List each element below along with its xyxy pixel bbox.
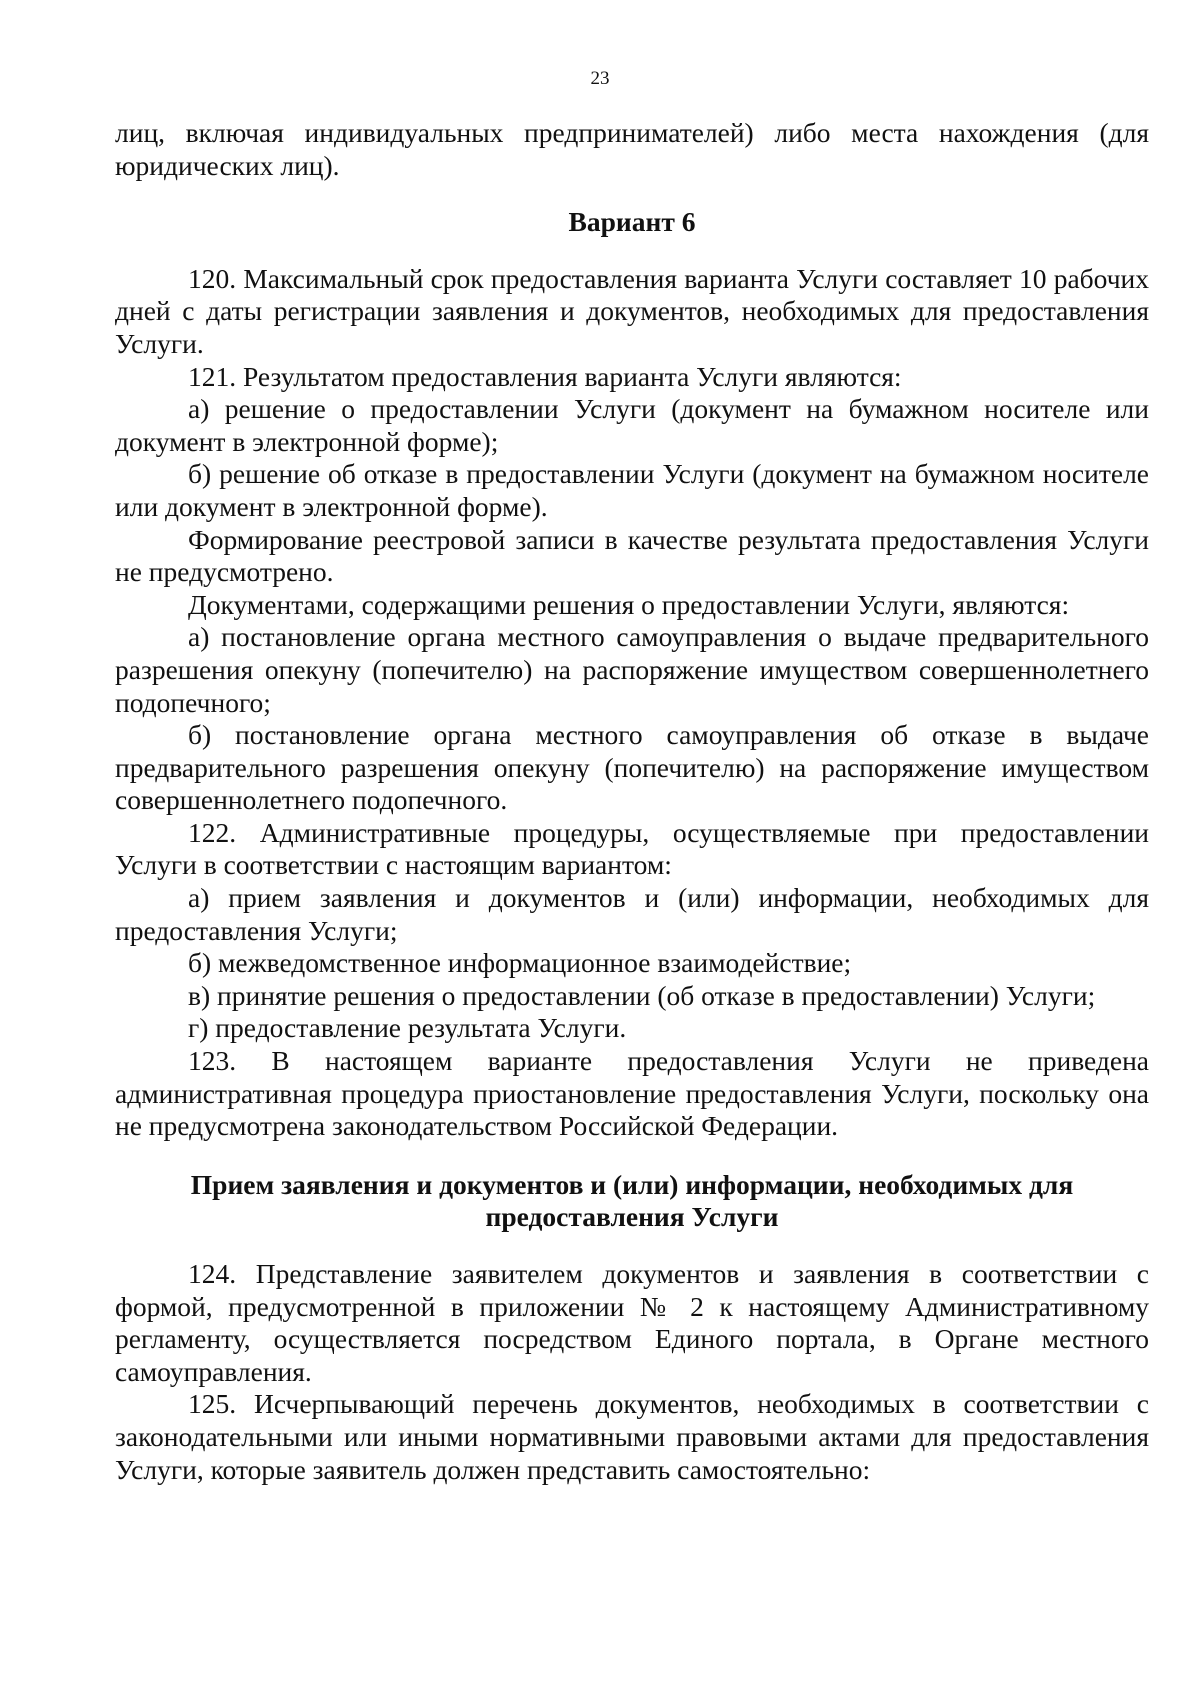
paragraph-121-b: б) решение об отказе в предоставлении Услуги (документ на бумажном носителе или документ в электронной форме). [115,458,1149,522]
paragraph-120: 120. Максимальный срок предоставления варианта Услуги составляет 10 рабочих дней с даты регистрации заявления и документов, необходимых для предоставления Услуги. [115,262,1149,359]
paragraph-continuation: лиц, включая индивидуальных предпринимателей) либо места нахождения (для юридических лиц). [115,117,1149,181]
paragraph-124: 124. Представление заявителем документов и заявления в соответствии с формой, предусмотренной в приложении № 2 к настоящему Административному регламенту, осуществляется посредством Единого портала, в Органе местного самоуправления. [115,1258,1149,1387]
paragraph-121: 121. Результатом предоставления варианта Услуги являются: [188,360,902,392]
paragraph-decision-a: а) постановление органа местного самоуправления о выдаче предварительного разрешения опекуну (попечителю) на распоряжение имуществом совершеннолетнего подопечного; [115,621,1149,718]
paragraph-122: 122. Административные процедуры, осуществляемые при предоставлении Услуги в соответствии с настоящим вариантом: [115,816,1149,881]
paragraph-122-a: а) прием заявления и документов и (или) информации, необходимых для предоставления Услуги; [115,882,1149,946]
paragraph-122-c: в) принятие решения о предоставлении (об отказе в предоставлении) Услуги; [188,979,1096,1011]
paragraph-122-b: б) межведомственное информационное взаимодействие; [188,947,852,979]
paragraph-decision-b: б) постановление органа местного самоуправления об отказе в выдаче предварительного разрешения опекуну (попечителю) на распоряжение имуществом совершеннолетнего подопечного. [115,719,1149,816]
paragraph-125: 125. Исчерпывающий перечень документов, необходимых в соответствии с законодательными или иными нормативными правовыми актами для предоставления Услуги, которые заявитель должен представить самостоятельно: [115,1388,1149,1485]
section-heading-line-2: предоставления Услуги [485,1201,779,1233]
paragraph-123: 123. В настоящем варианте предоставления Услуги не приведена административная процедура приостановление предоставления Услуги, поскольку она не предусмотрена законодательством Российской Федерации. [115,1045,1149,1142]
section-heading-application-intake [115,1169,1149,1234]
paragraph-121-a: а) решение о предоставлении Услуги (документ на бумажном носителе или документ в электронной форме); [115,393,1149,457]
paragraph-122-d: г) предоставление результата Услуги. [188,1012,627,1044]
paragraph-registry-record: Формирование реестровой записи в качестве результата предоставления Услуги не предусмотрено. [115,523,1149,588]
paragraph-decision-documents: Документами, содержащими решения о предоставлении Услуги, являются: [188,588,1070,620]
section-heading-line-1: Прием заявления и документов и (или) информации, необходимых для [190,1168,1074,1200]
document-body [115,117,1149,1486]
section-heading-variant-6: Вариант 6 [568,206,696,238]
page-number: 23 [590,68,610,89]
